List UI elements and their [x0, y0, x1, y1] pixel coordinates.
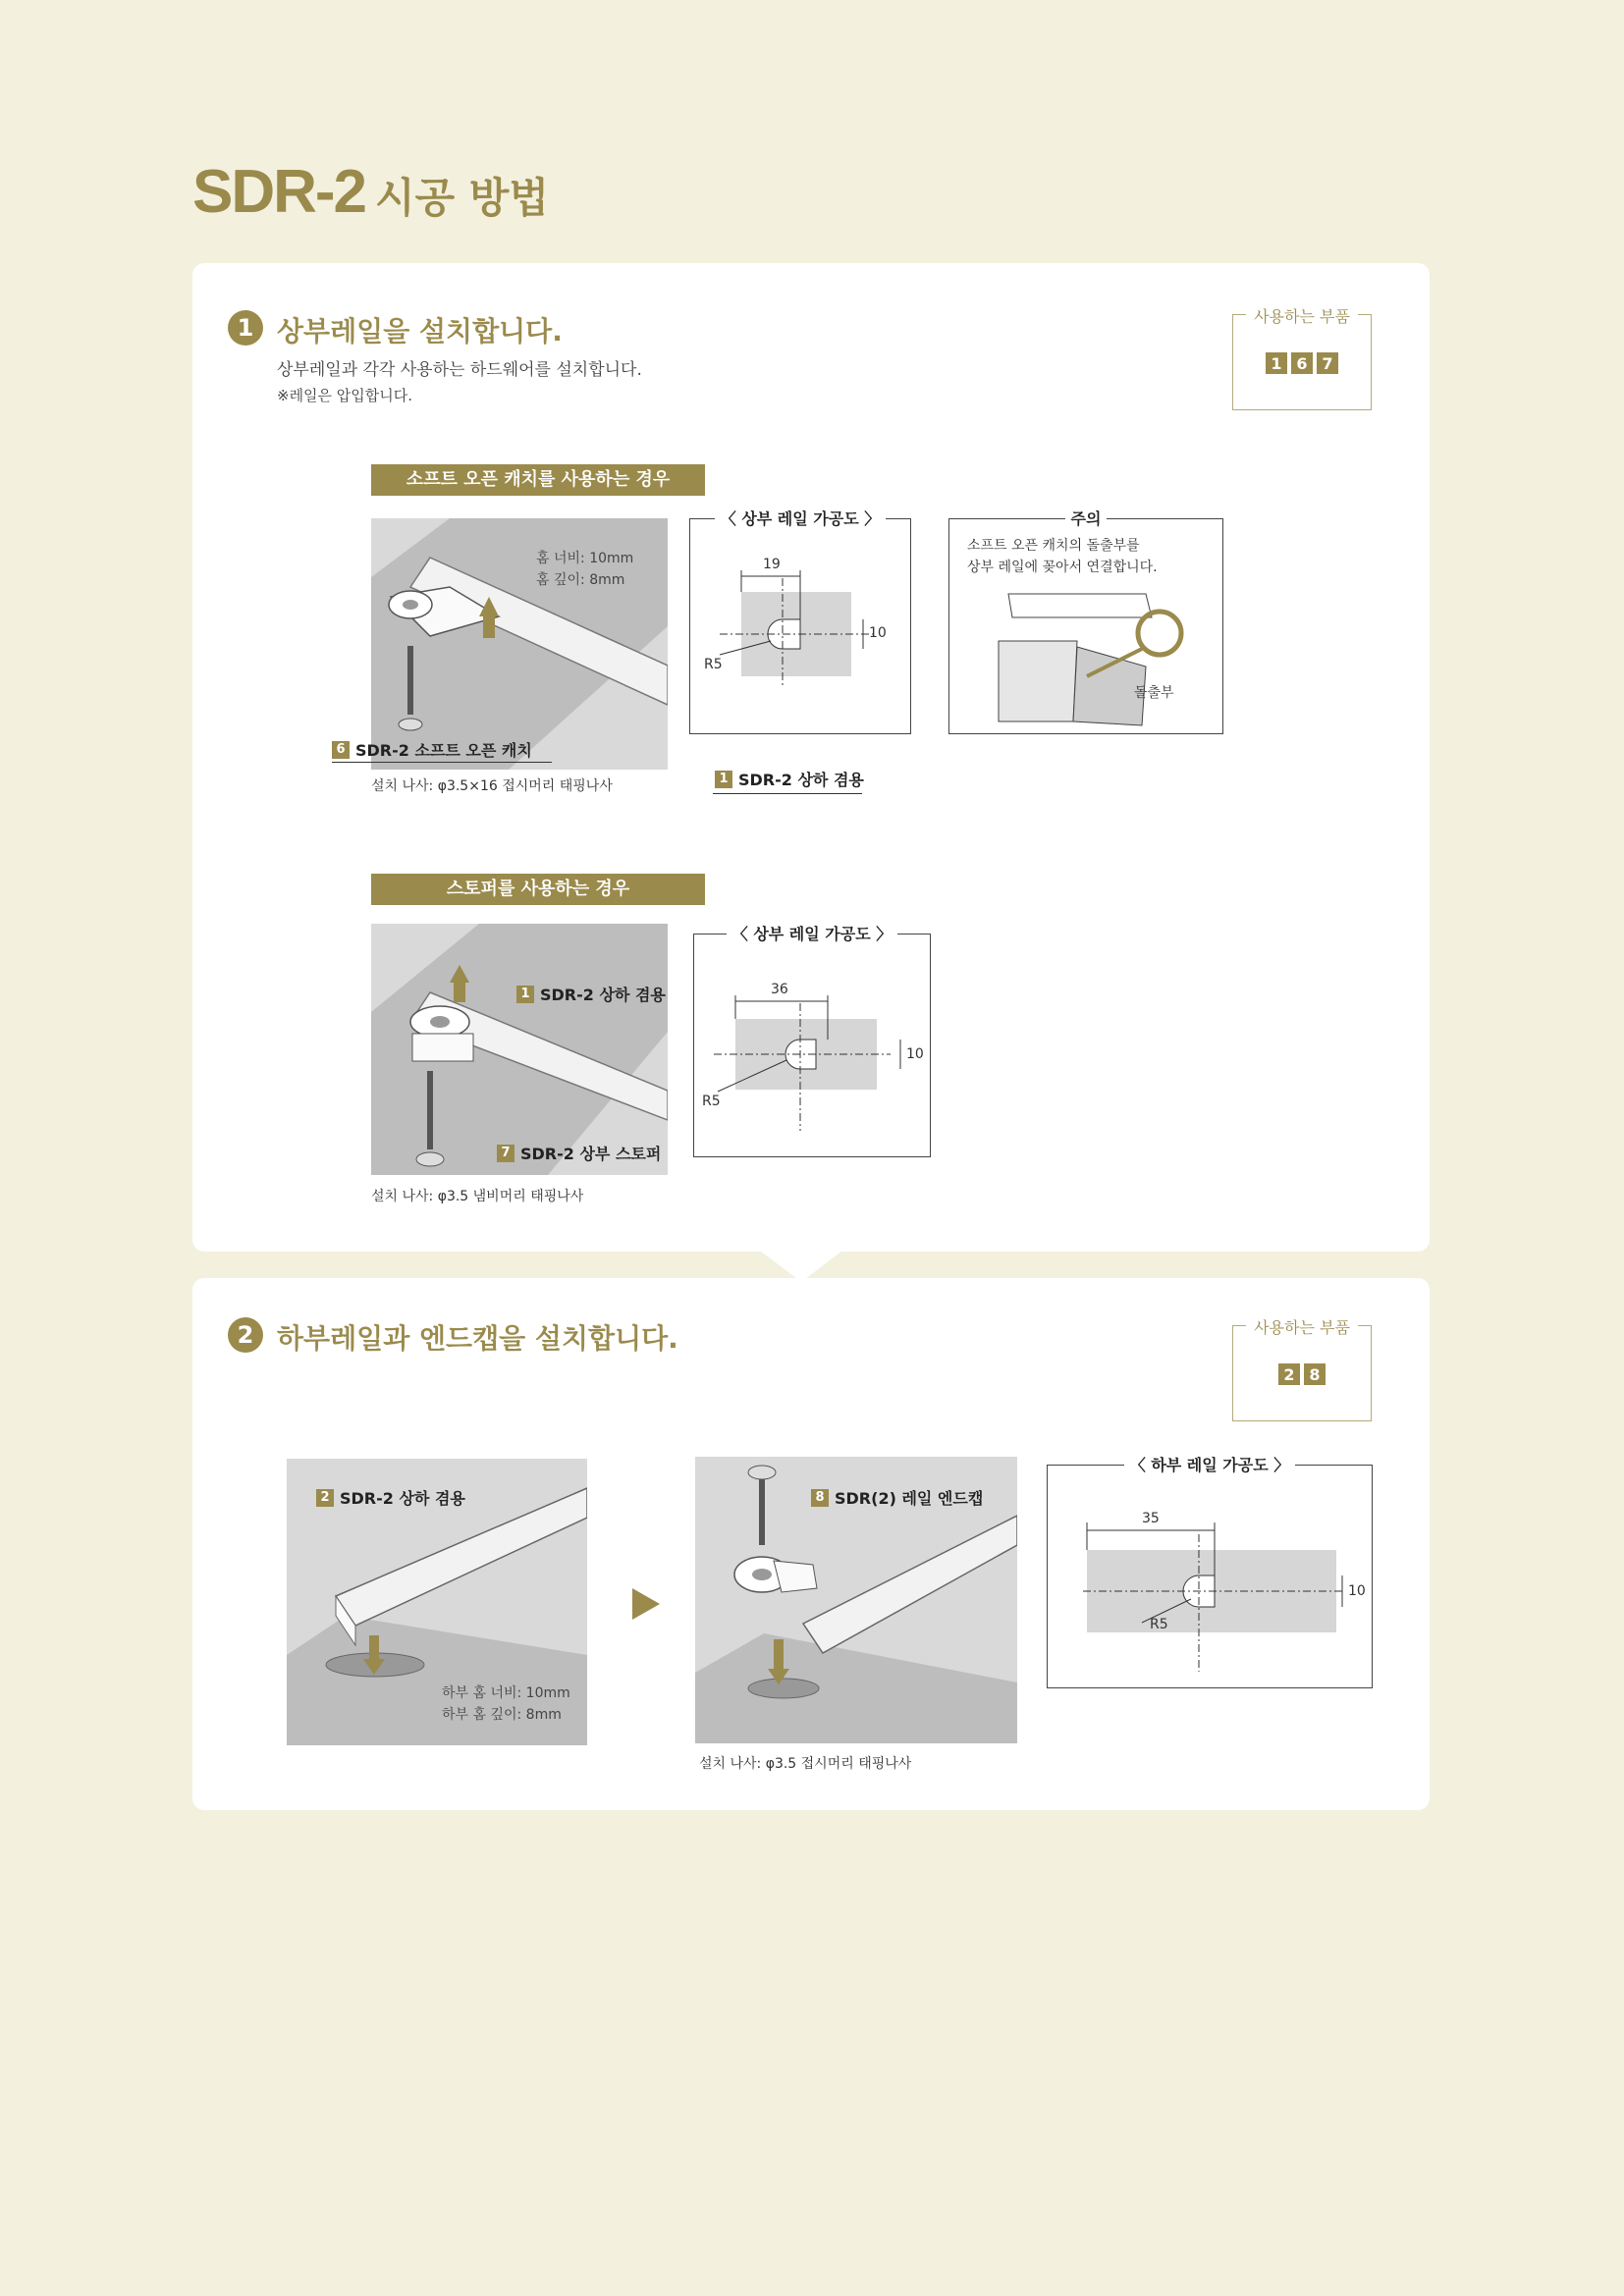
lower-rail-machining-drawing — [1047, 1456, 1373, 1688]
callout-label: SDR-2 상하 겸용 — [540, 986, 666, 1004]
step1-note: ※레일은 압입합니다. — [277, 387, 413, 404]
parts-label: 사용하는 부품 — [1246, 1318, 1358, 1337]
part-badge: 2 — [316, 1489, 334, 1507]
parts-label: 사용하는 부품 — [1246, 307, 1358, 326]
step2-number: 2 — [228, 1317, 263, 1353]
drawing-title: 〈 하부 레일 가공도 〉 — [1124, 1456, 1295, 1474]
upper-rail-machining-drawing — [689, 509, 911, 734]
caution-box — [948, 509, 1223, 734]
dim-width: 19 — [763, 557, 781, 572]
step1-card — [192, 263, 1430, 1252]
part-badge: 6 — [1291, 352, 1313, 374]
step1-parts-box — [1232, 307, 1372, 410]
case-soft-open-bar: 소프트 오픈 캐치를 사용하는 경우 — [371, 464, 705, 496]
machining-diagram — [694, 934, 930, 1156]
callout-rail — [715, 768, 864, 790]
groove-spec — [536, 548, 633, 591]
stopper-illustration — [371, 924, 668, 1175]
lower-groove-depth: 하부 홈 깊이: 8mm — [442, 1707, 562, 1723]
caution-title: 주의 — [1065, 509, 1108, 528]
callout-underline — [332, 762, 552, 763]
caution-line-1: 소프트 오픈 캐치의 돌출부를 — [967, 538, 1140, 554]
dim-height: 10 — [1348, 1583, 1366, 1599]
step2-parts-box — [1232, 1318, 1372, 1421]
page-title — [192, 157, 549, 227]
part-badge: 1 — [715, 771, 732, 788]
part-badge: 8 — [811, 1489, 829, 1507]
caution-line-2: 상부 레일에 꽂아서 연결합니다. — [967, 560, 1158, 575]
groove-depth: 홈 깊이: 8mm — [536, 572, 625, 588]
part-badge: 2 — [1278, 1363, 1300, 1385]
callout-rail — [316, 1486, 465, 1509]
dim-height: 10 — [906, 1046, 924, 1062]
groove-width: 홈 너비: 10mm — [536, 551, 634, 566]
machining-diagram — [1048, 1466, 1372, 1687]
step1-description: 상부레일과 각각 사용하는 하드웨어를 설치합니다. — [277, 360, 642, 380]
callout-soft-open-catch — [332, 738, 532, 761]
step1-title: 상부레일을 설치합니다. — [277, 315, 563, 347]
lower-groove-spec — [442, 1682, 570, 1726]
callout-underline — [713, 793, 862, 794]
part-badge: 8 — [1304, 1363, 1326, 1385]
callout-label: SDR-2 상하 겸용 — [340, 1489, 465, 1508]
step2-card — [192, 1278, 1430, 1810]
step1-number: 1 — [228, 310, 263, 346]
model-name: SDR-2 — [192, 158, 366, 226]
part-badge: 1 — [516, 986, 534, 1003]
part-badge: 7 — [497, 1145, 514, 1162]
callout-label: SDR-2 상부 스토퍼 — [520, 1145, 662, 1163]
callout-label: SDR(2) 레일 엔드캡 — [835, 1489, 984, 1508]
part-badge: 1 — [1266, 352, 1287, 374]
upper-rail-machining-drawing — [693, 925, 931, 1157]
case-stopper-bar: 스토퍼를 사용하는 경우 — [371, 874, 705, 905]
callout-label: SDR-2 소프트 오픈 캐치 — [355, 741, 532, 760]
callout-rail — [516, 983, 666, 1005]
part-badge: 6 — [332, 741, 350, 759]
dim-width: 35 — [1142, 1511, 1160, 1526]
screw-spec: 설치 나사: φ3.5 냄비머리 태핑나사 — [371, 1189, 584, 1204]
drawing-title: 〈 상부 레일 가공도 〉 — [715, 509, 886, 528]
page-subtitle: 시공 방법 — [375, 174, 549, 222]
dim-radius: R5 — [702, 1094, 721, 1109]
rail-stopper-drawing — [371, 924, 668, 1175]
drawing-title: 〈 상부 레일 가공도 〉 — [727, 925, 897, 943]
lower-groove-width: 하부 홈 너비: 10mm — [442, 1685, 570, 1701]
screw-spec: 설치 나사: φ3.5×16 접시머리 태핑나사 — [371, 778, 613, 794]
callout-end-cap — [811, 1486, 983, 1509]
dim-width: 36 — [771, 982, 788, 997]
dim-height: 10 — [869, 625, 887, 641]
callout-label: SDR-2 상하 겸용 — [738, 771, 864, 789]
next-step-arrow — [632, 1588, 660, 1620]
screw-spec: 설치 나사: φ3.5 접시머리 태핑나사 — [699, 1756, 912, 1772]
dim-radius: R5 — [1150, 1617, 1168, 1632]
callout-stopper — [497, 1142, 661, 1164]
caution-label: 돌출부 — [1134, 685, 1174, 701]
step2-title: 하부레일과 엔드캡을 설치합니다. — [277, 1322, 678, 1355]
part-badge: 7 — [1317, 352, 1338, 374]
dim-radius: R5 — [704, 657, 723, 672]
